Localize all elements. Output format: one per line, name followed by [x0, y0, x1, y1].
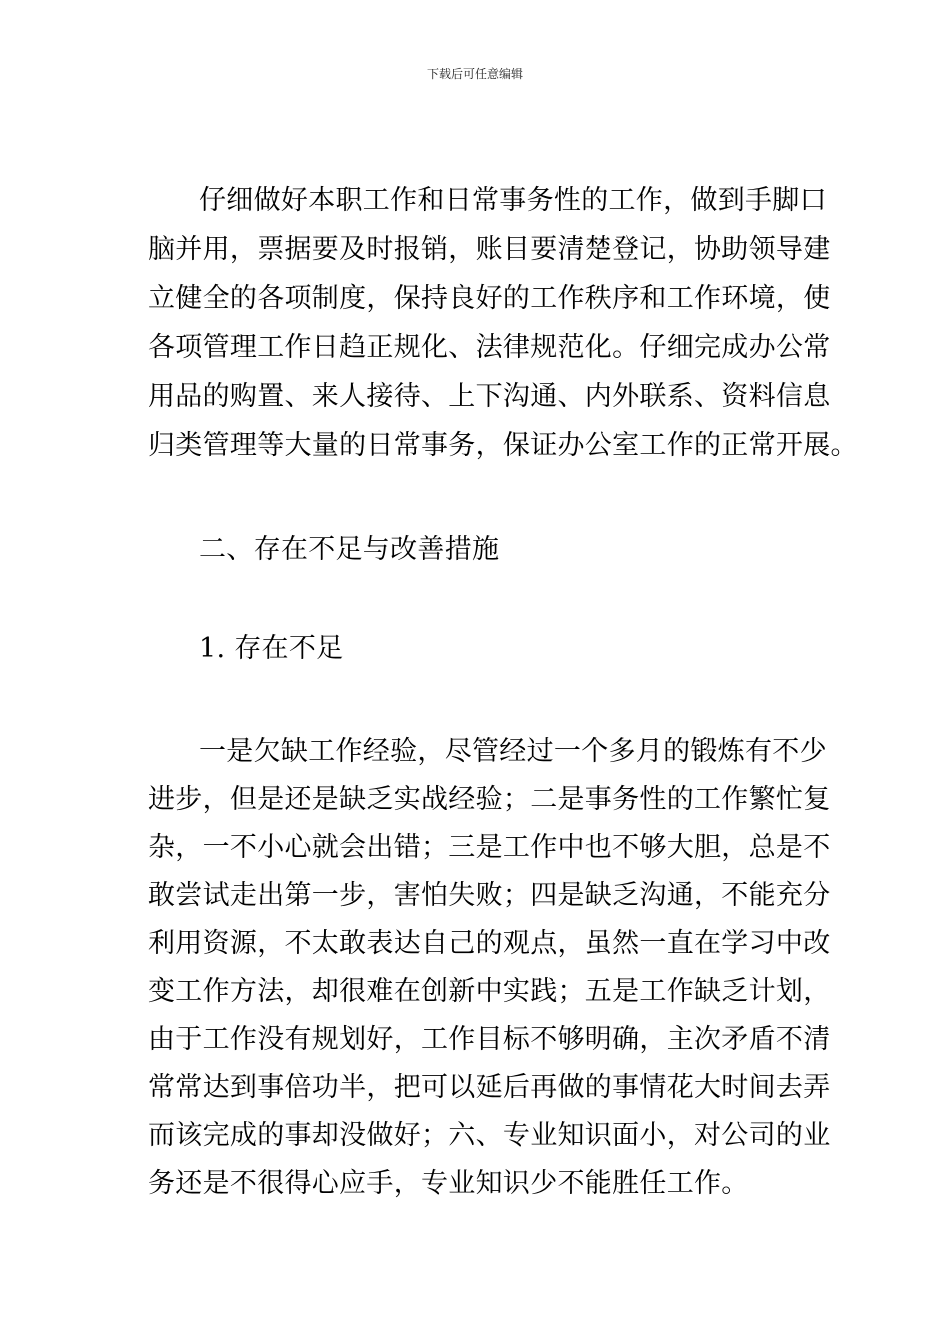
paragraph-line: 立健全的各项制度，保持良好的工作秩序和工作环境，使 [148, 283, 831, 314]
paragraph-line: 仔细做好本职工作和日常事务性的工作，做到手脚口 [199, 185, 827, 216]
paragraph-line: 敢尝试走出第一步，害怕失败；四是缺乏沟通，不能充分 [148, 880, 831, 911]
section-heading: 二、存在不足与改善措施 [199, 534, 500, 565]
paragraph-line: 用品的购置、来人接待、上下沟通、内外联系、资料信息 [148, 381, 831, 412]
paragraph-line: 各项管理工作日趋正规化、法律规范化。仔细完成办公常 [148, 332, 831, 363]
paragraph-line: 变工作方法，却很难在创新中实践；五是工作缺乏计划， [148, 976, 831, 1007]
paragraph-line: 进步，但是还是缺乏实战经验；二是事务性的工作繁忙复 [148, 784, 831, 815]
paragraph-line: 利用资源，不太敢表达自己的观点，虽然一直在学习中改 [148, 928, 831, 959]
paragraph-line: 务还是不很得心应手，专业知识少不能胜任工作。 [148, 1168, 749, 1199]
page-header: 下载后可任意编辑 [426, 67, 523, 81]
paragraph-line: 常常达到事倍功半，把可以延后再做的事情花大时间去弄 [148, 1072, 831, 1103]
paragraph-line: 杂，一不小心就会出错；三是工作中也不够大胆，总是不 [148, 832, 831, 863]
paragraph-line: 归类管理等大量的日常事务，保证办公室工作的正常开展。 [148, 430, 858, 461]
paragraph-line: 脑并用，票据要及时报销，账目要清楚登记，协助领导建 [148, 234, 831, 265]
paragraph-line: 由于工作没有规划好，工作目标不够明确，主次矛盾不清 [148, 1024, 831, 1055]
subheading: 1. 存在不足 [199, 633, 344, 664]
paragraph-line: 而该完成的事却没做好；六、专业知识面小，对公司的业 [148, 1120, 831, 1151]
paragraph-line: 一是欠缺工作经验，尽管经过一个多月的锻炼有不少 [199, 736, 827, 767]
